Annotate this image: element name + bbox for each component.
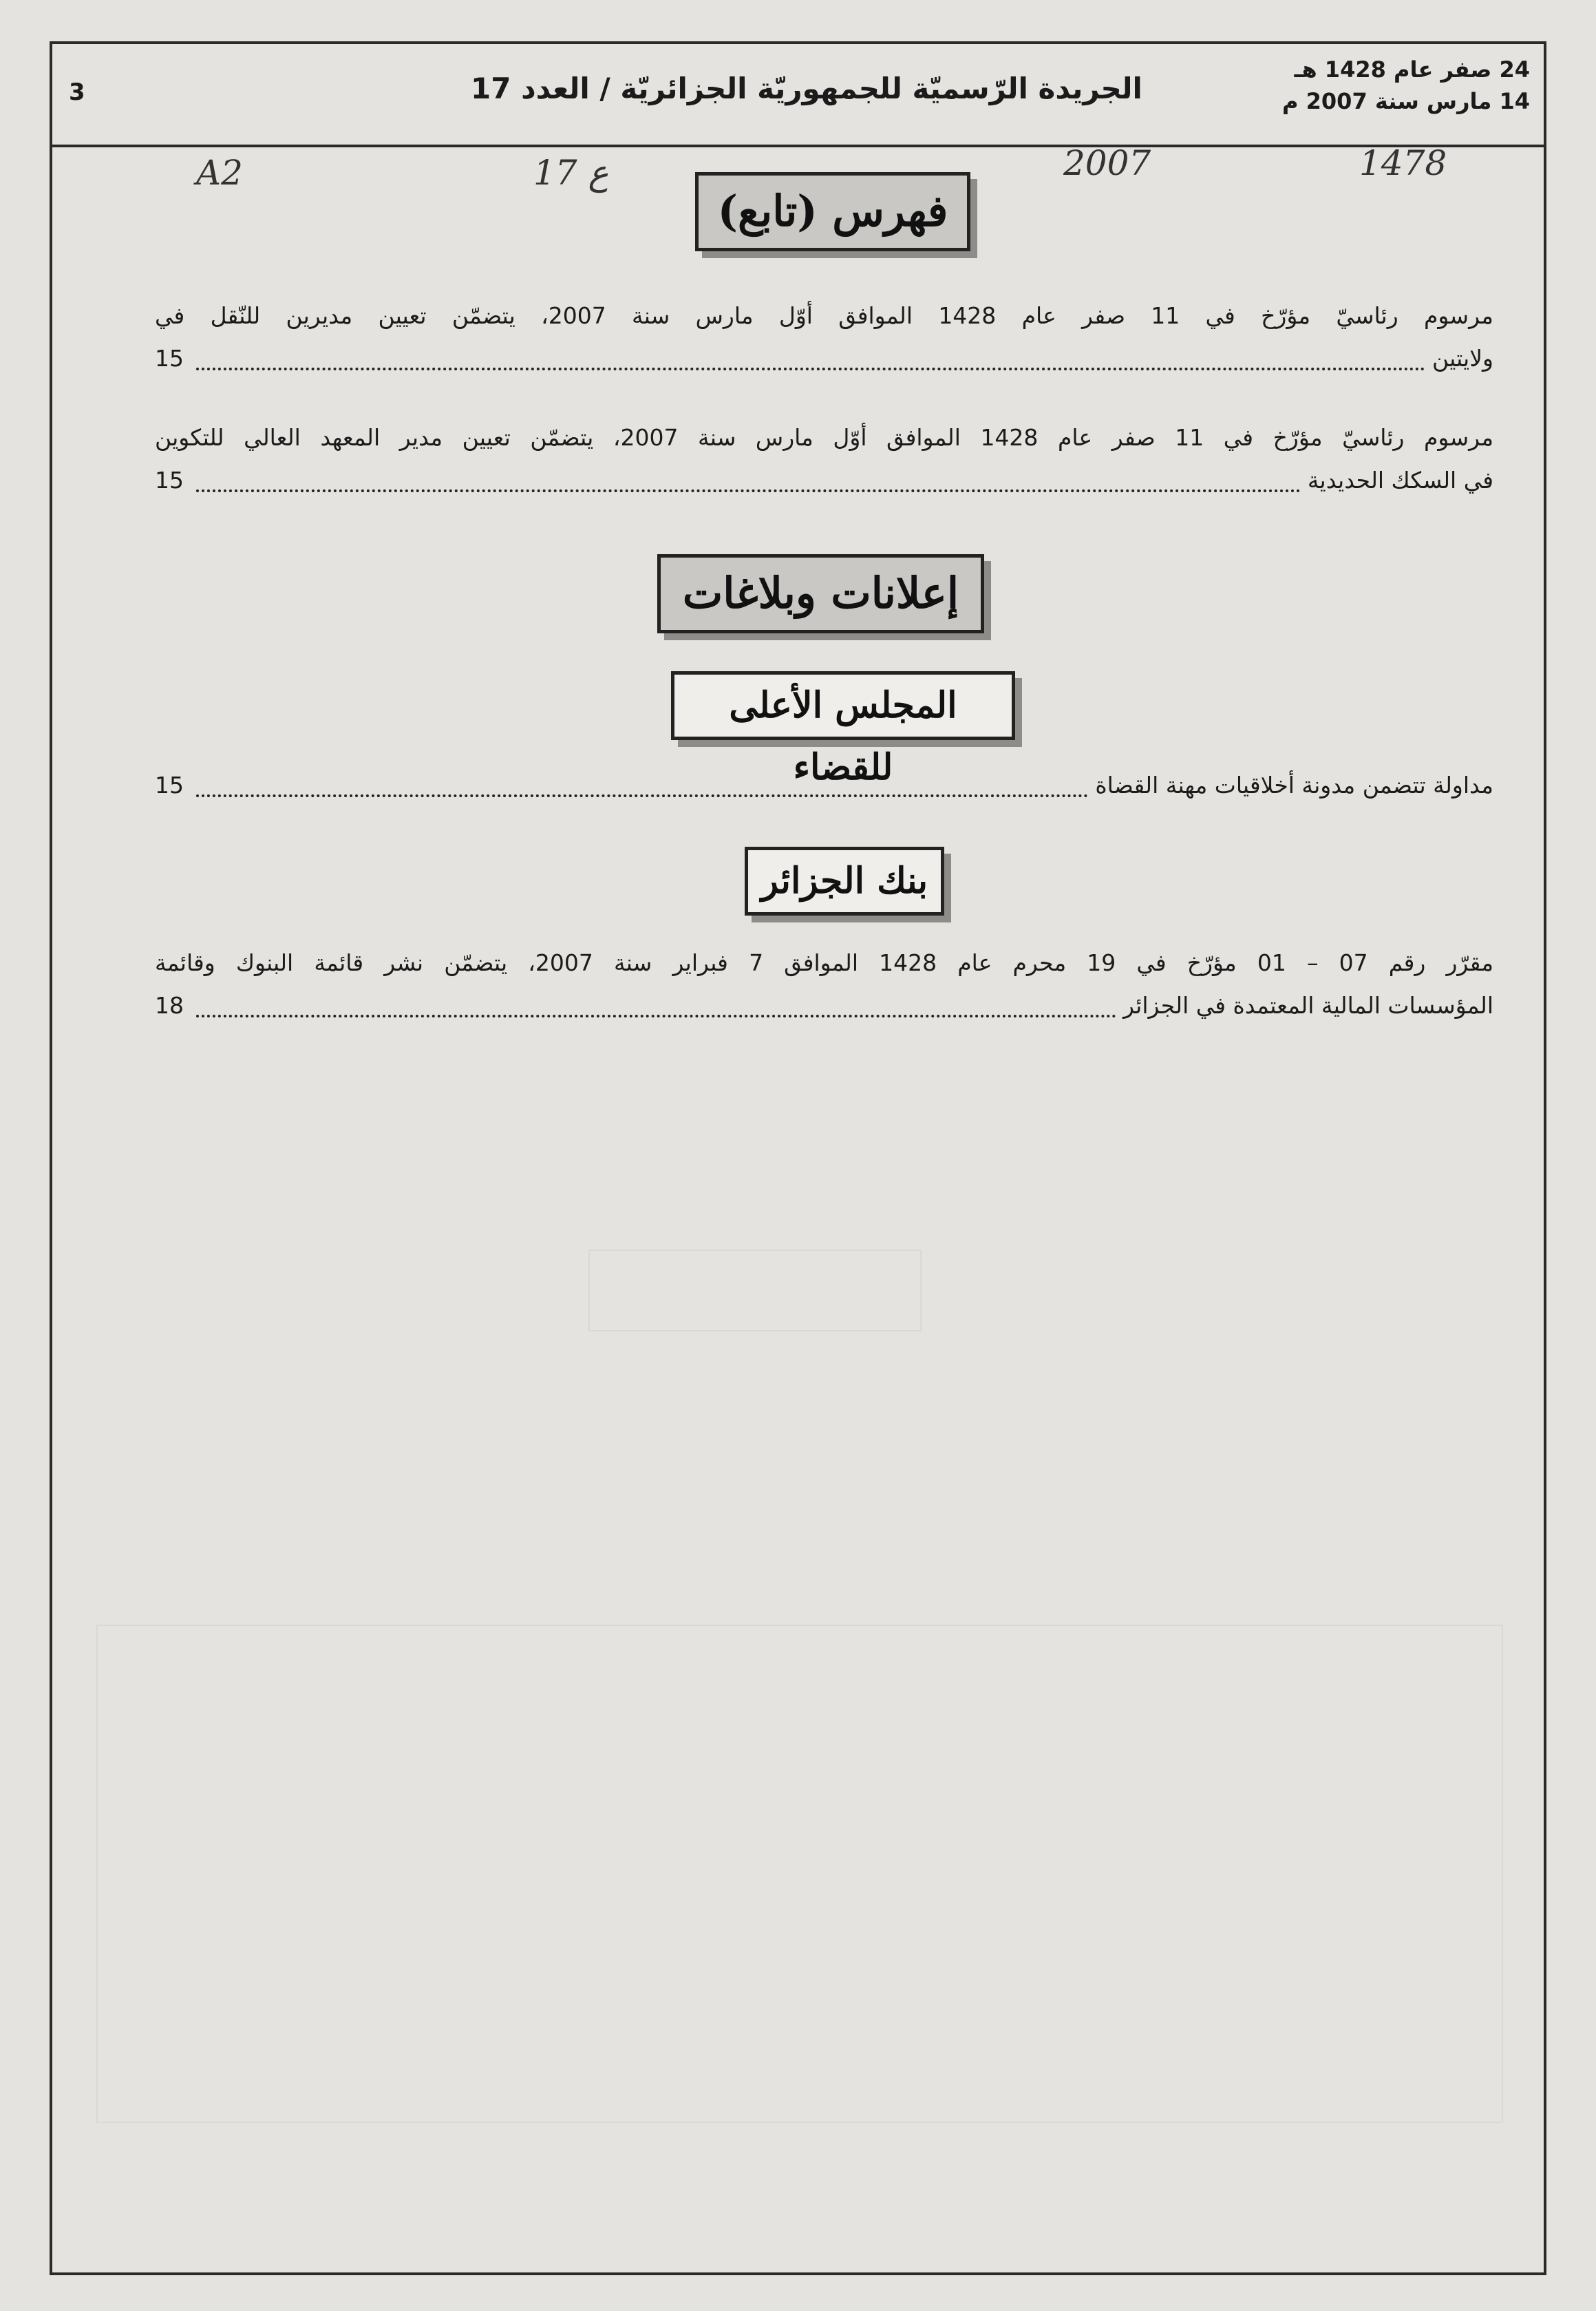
page-header xyxy=(50,44,1546,147)
bank-entry-text-end: المؤسسات المالية المعتمدة في الجزائر xyxy=(1122,992,1493,1019)
handwritten-year: 2007 xyxy=(1063,143,1151,183)
page-reference: 15 xyxy=(155,467,184,494)
council-entry-text: مداولة تتضمن مدونة أخلاقيات مهنة القضاة xyxy=(1095,772,1493,799)
decree-text-end: في السكك الحديدية xyxy=(1307,467,1493,494)
page-reference: 15 xyxy=(155,772,184,799)
dot-leader xyxy=(196,489,1301,492)
bank-entry xyxy=(155,942,1493,1027)
dot-leader xyxy=(196,1015,1116,1017)
handwritten-issue: 17 ع xyxy=(533,153,609,193)
date-hijri: 24 صفر عام 1428 هـ xyxy=(1294,56,1530,83)
journal-title: الجريدة الرّسميّة للجمهوريّة الجزائريّة / العدد 17 xyxy=(471,72,1142,105)
decree-text: مرسوم رئاسيّ مؤرّخ في 11 صفر عام 1428 الموافق أوّل مارس سنة 2007، يتضمّن تعيين مدير المعهد العالي للتكوين xyxy=(155,424,1494,451)
bank-entry-text-continued xyxy=(155,984,1493,1027)
handwritten-a2: A2 xyxy=(196,153,243,193)
decree-text-continued xyxy=(155,459,1493,502)
index-title: فهرس (تابع) xyxy=(695,172,970,251)
decree-text: مرسوم رئاسيّ مؤرّخ في 11 صفر عام 1428 الموافق أوّل مارس سنة 2007، يتضمّن تعيين مديرين للنّقل في xyxy=(155,302,1493,329)
bank-entry-text: مقرّر رقم 07 – 01 مؤرّخ في 19 محرم عام 1428 الموافق 7 فبراير سنة 2007، يتضمّن نشر قائمة البنوك وقائمة xyxy=(155,949,1493,976)
dot-leader xyxy=(196,794,1088,797)
page-reference: 18 xyxy=(155,992,184,1019)
decree-text-continued xyxy=(155,337,1493,380)
page-number: 3 xyxy=(69,78,85,106)
decree-entry xyxy=(155,295,1493,380)
page-reference: 15 xyxy=(155,345,184,372)
council-entry xyxy=(155,764,1493,807)
decree-text-end: ولايتين xyxy=(1432,345,1493,372)
council-entry-line xyxy=(155,764,1493,807)
date-gregorian: 14 مارس سنة 2007 م xyxy=(1282,88,1530,114)
announcements-title: إعلانات وبلاغات xyxy=(657,554,984,633)
dot-leader xyxy=(196,368,1425,370)
bank-section-title: بنك الجزائر xyxy=(745,847,944,916)
decree-entry xyxy=(155,416,1493,502)
handwritten-hijri-year: 1478 xyxy=(1359,143,1447,183)
council-section-title: المجلس الأعلى للقضاء xyxy=(671,671,1015,740)
issue-date xyxy=(1282,54,1530,117)
